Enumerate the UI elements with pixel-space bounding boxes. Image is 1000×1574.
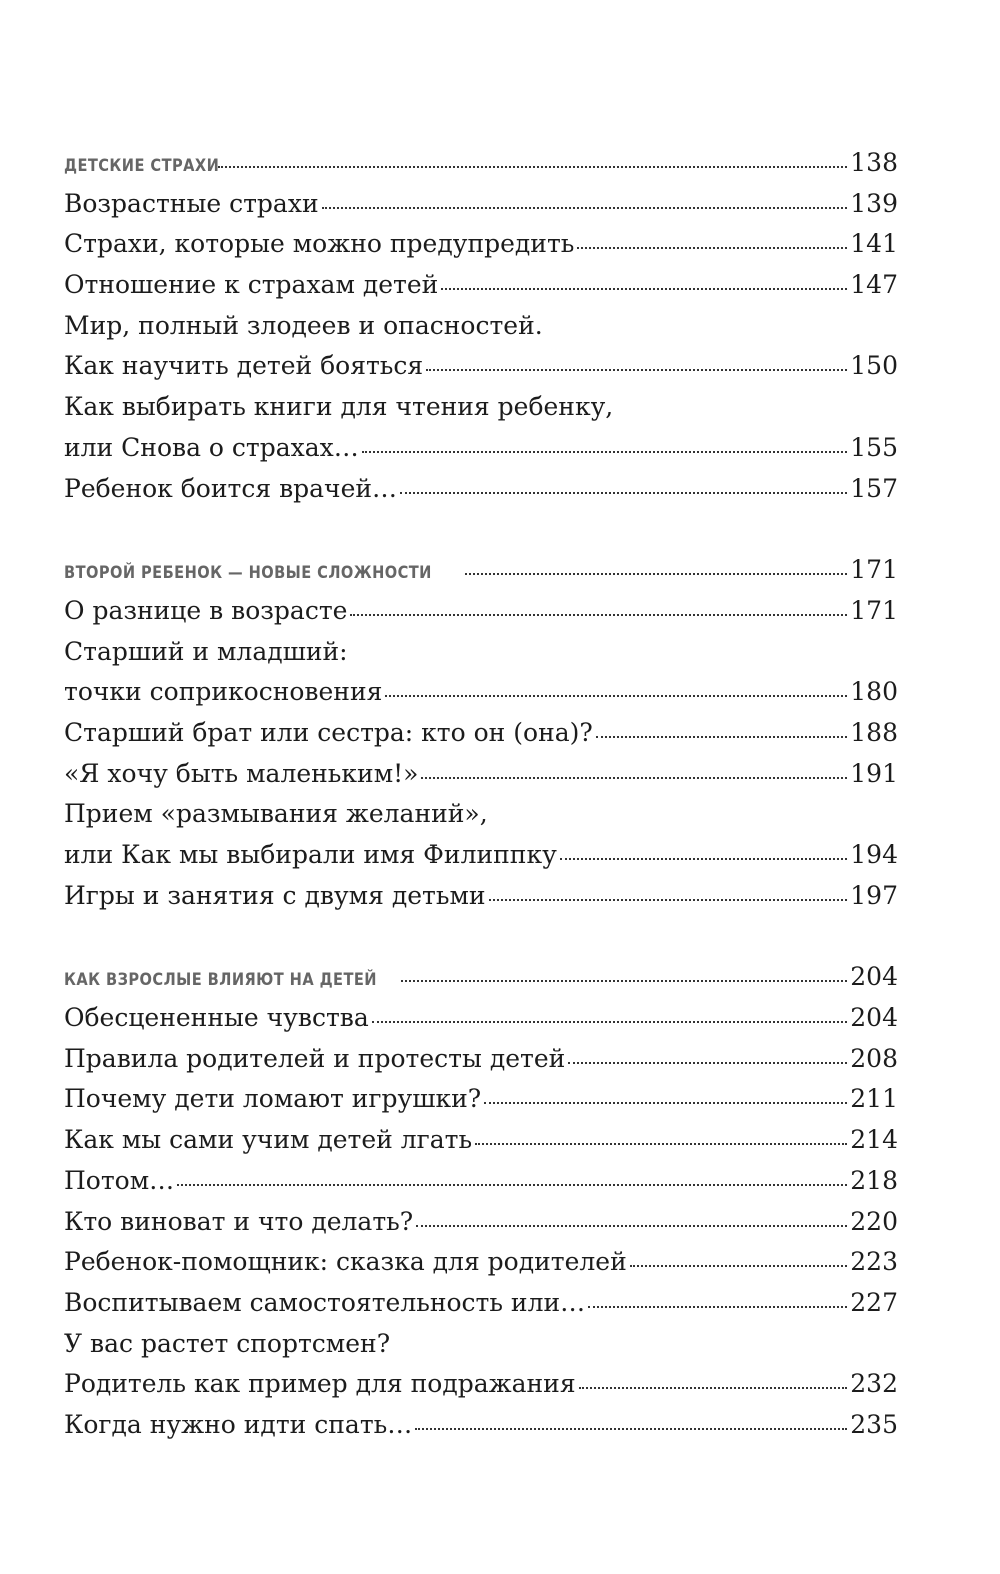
toc-entry-text: Ребенок-помощник: сказка для родителей — [64, 1247, 627, 1277]
page-number: 191 — [850, 758, 898, 788]
toc-entry — [64, 306, 898, 347]
page-number: 180 — [850, 677, 898, 707]
dot-leader — [421, 777, 847, 779]
toc-entry-text: Возрастные страхи — [64, 188, 319, 218]
dot-leader — [218, 166, 848, 168]
dot-leader — [475, 1143, 847, 1145]
page-number: 227 — [850, 1287, 898, 1317]
toc-entry-text: Мир, полный злодеев и опасностей. — [64, 310, 543, 340]
page-number: 208 — [850, 1043, 898, 1073]
toc-entry-text: Воспитываем самостоятельность или… — [64, 1287, 586, 1317]
page-number: 235 — [850, 1409, 898, 1439]
toc-entry-text: или Снова о страхах… — [64, 432, 359, 462]
toc-entry-text: или Как мы выбирали имя Филиппку — [64, 840, 557, 869]
page-number: 147 — [850, 270, 898, 300]
toc-entry-text: Старший брат или сестра: кто он (она)? — [64, 717, 593, 747]
toc-entry-text: Игры и занятия с двумя детьми — [64, 880, 486, 910]
dot-leader — [322, 207, 848, 209]
toc-entry — [64, 1405, 898, 1446]
toc-entry-text: точки соприкосновения — [64, 677, 383, 707]
dot-leader — [577, 247, 847, 249]
dot-leader — [579, 1387, 848, 1389]
section-heading — [64, 550, 898, 591]
toc-entry-text: Обесцененные чувства — [64, 1003, 369, 1033]
page-number: 232 — [850, 1369, 898, 1399]
toc-entry — [64, 428, 898, 469]
toc-entry-text: Как выбирать книги для чтения ребенку, — [64, 392, 614, 422]
toc-section — [64, 550, 898, 916]
dot-leader — [400, 492, 847, 494]
page-number: 155 — [850, 432, 898, 462]
toc-entry — [64, 794, 898, 835]
toc-entry-text: Почему дети ломают игрушки? — [64, 1084, 482, 1114]
page-number: 211 — [850, 1084, 898, 1114]
toc-entry — [64, 1242, 898, 1283]
dot-leader — [560, 858, 847, 860]
toc-entry-text: Правила родителей и протесты детей — [64, 1043, 566, 1073]
toc-entry-text: Родитель как пример для подражания — [64, 1369, 576, 1399]
page-number: 139 — [850, 188, 898, 218]
toc-entry-text: Когда нужно идти спать… — [64, 1409, 413, 1439]
page-number: 188 — [850, 717, 898, 747]
dot-leader — [177, 1184, 847, 1186]
page-number: 204 — [850, 962, 898, 992]
toc-entry — [64, 265, 898, 306]
page-number: 171 — [850, 555, 898, 585]
dot-leader — [588, 1306, 847, 1308]
dot-leader — [401, 980, 847, 982]
toc-entry — [64, 1202, 898, 1243]
dot-leader — [416, 1225, 847, 1227]
toc-entry-text: «Я хочу быть маленьким!» — [64, 758, 419, 788]
toc-entry — [64, 1161, 898, 1202]
toc-entry — [64, 469, 898, 510]
toc-entry — [64, 835, 898, 876]
toc-entry-text: Как научить детей бояться — [64, 351, 424, 381]
page-number: 220 — [850, 1206, 898, 1236]
section-heading-text: ВТОРОЙ РЕБЕНОК — НОВЫЕ СЛОЖНОСТИ — [64, 563, 432, 584]
toc-entry — [64, 876, 898, 917]
page-number: 194 — [850, 840, 898, 869]
toc-entry — [64, 1283, 898, 1324]
section-heading — [64, 143, 898, 184]
toc-entry-text: Страхи, которые можно предупредить — [64, 229, 575, 259]
toc-entry-text: О разнице в возрасте — [64, 595, 348, 625]
dot-leader — [489, 899, 848, 901]
toc-section — [64, 143, 898, 509]
section-heading-text: КАК ВЗРОСЛЫЕ ВЛИЯЮТ НА ДЕТЕЙ — [64, 970, 377, 991]
toc-entry — [64, 998, 898, 1039]
toc-entry — [64, 672, 898, 713]
dot-leader — [484, 1102, 847, 1104]
page-number: 141 — [850, 229, 898, 259]
toc-entry-text: Кто виноват и что делать? — [64, 1206, 414, 1236]
toc-entry — [64, 1324, 898, 1365]
section-heading — [64, 957, 898, 998]
toc-entry — [64, 224, 898, 265]
toc-entry-text: Потом… — [64, 1165, 175, 1195]
toc-entry — [64, 387, 898, 428]
dot-leader — [362, 451, 848, 453]
toc-entry-text: Отношение к страхам детей — [64, 270, 439, 300]
table-of-contents — [64, 143, 898, 1446]
toc-entry — [64, 1120, 898, 1161]
toc-entry-text: Ребенок боится врачей… — [64, 473, 398, 503]
toc-entry — [64, 184, 898, 225]
page-number: 157 — [850, 473, 898, 503]
dot-leader — [465, 573, 848, 575]
toc-entry — [64, 1364, 898, 1405]
toc-entry — [64, 632, 898, 673]
toc-section — [64, 957, 898, 1445]
page-number: 171 — [850, 595, 898, 625]
toc-entry — [64, 713, 898, 754]
toc-entry — [64, 754, 898, 795]
toc-entry-text: У вас растет спортсмен? — [64, 1328, 391, 1358]
dot-leader — [385, 695, 847, 697]
dot-leader — [372, 1021, 848, 1023]
toc-entry-text: Как мы сами учим детей лгать — [64, 1125, 473, 1155]
dot-leader — [568, 1062, 847, 1064]
page-number: 150 — [850, 351, 898, 381]
toc-entry — [64, 1039, 898, 1080]
dot-leader — [350, 614, 847, 616]
page-number: 218 — [850, 1165, 898, 1195]
section-heading-text: ДЕТСКИЕ СТРАХИ — [64, 156, 220, 176]
dot-leader — [630, 1265, 848, 1267]
toc-entry — [64, 1079, 898, 1120]
toc-entry-text: Старший и младший: — [64, 636, 348, 666]
dot-leader — [441, 288, 847, 290]
page-number: 197 — [850, 880, 898, 910]
page-number: 138 — [850, 148, 898, 177]
dot-leader — [415, 1428, 847, 1430]
toc-entry — [64, 591, 898, 632]
page-number: 214 — [850, 1125, 898, 1155]
dot-leader — [596, 736, 847, 738]
page-number: 204 — [850, 1003, 898, 1033]
toc-entry — [64, 346, 898, 387]
toc-entry-text: Прием «размывания желаний», — [64, 799, 488, 829]
dot-leader — [426, 369, 847, 371]
page-number: 223 — [850, 1247, 898, 1277]
